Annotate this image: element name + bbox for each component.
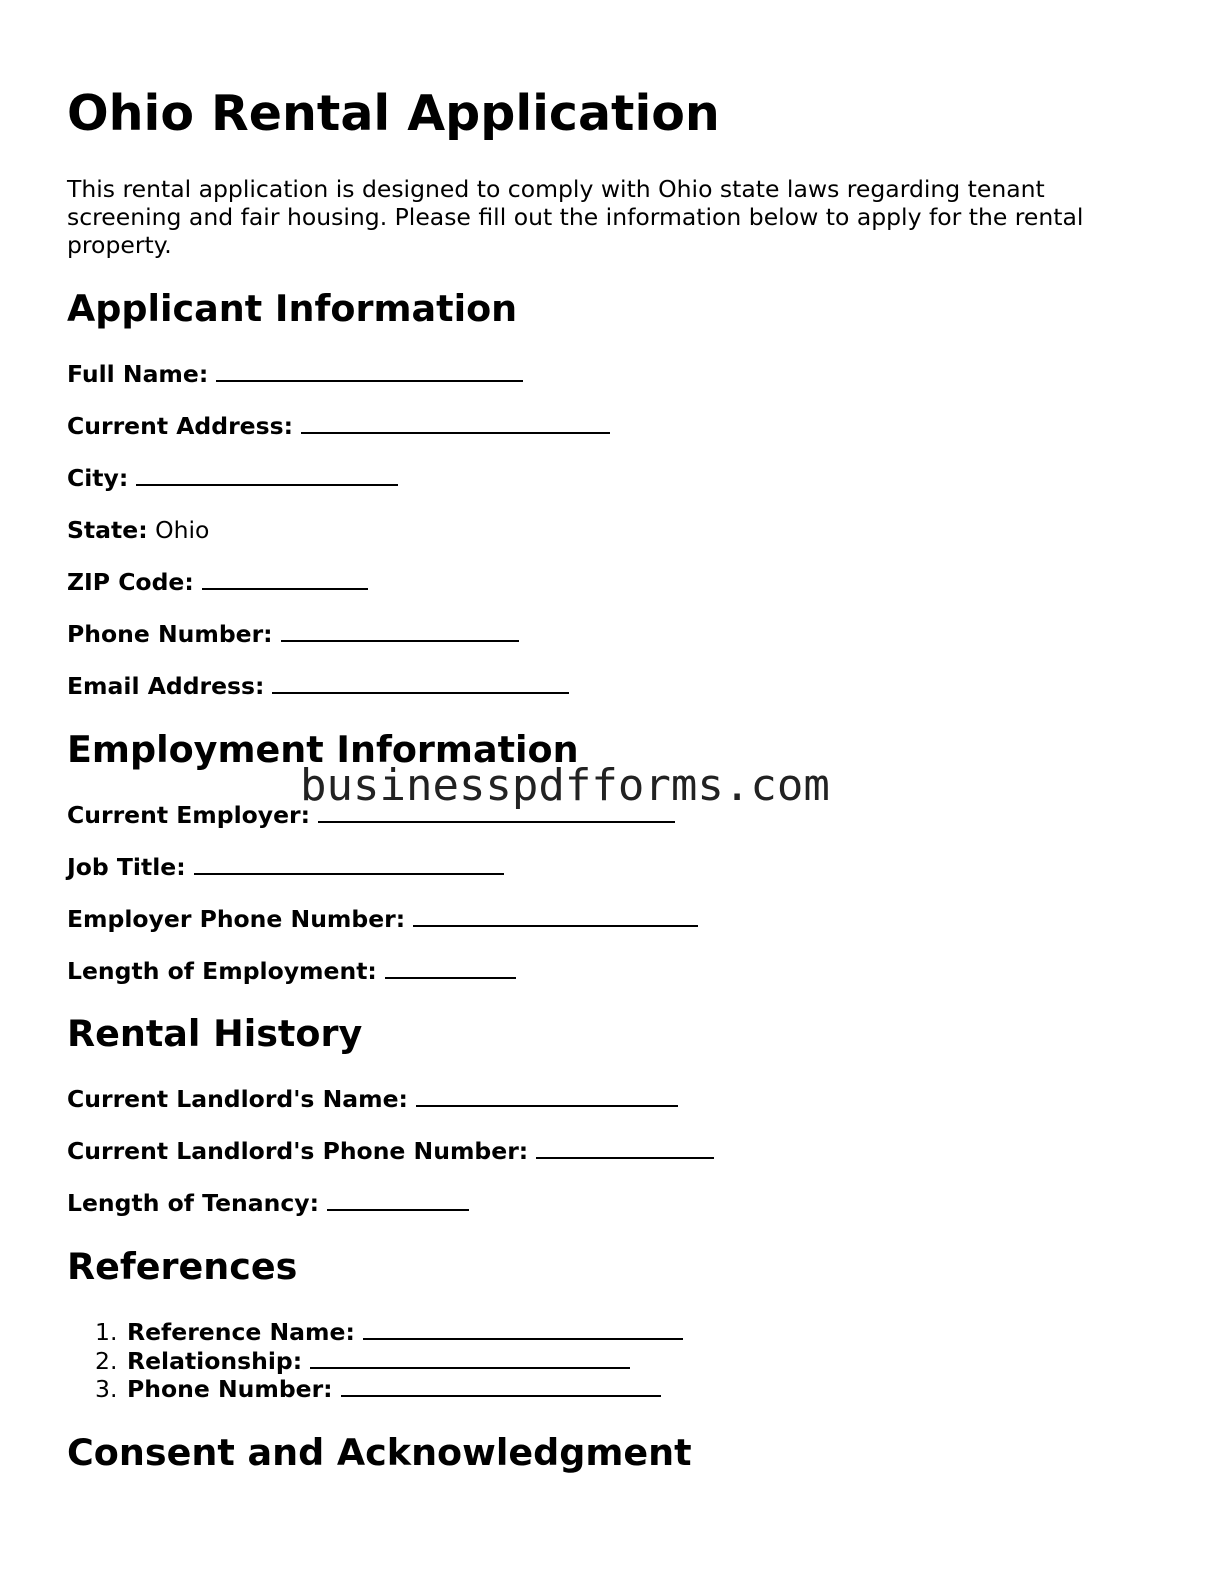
employer-phone-field[interactable] bbox=[67, 904, 698, 934]
current-address-blank[interactable] bbox=[301, 412, 610, 434]
city-blank[interactable] bbox=[136, 464, 398, 486]
reference-number: 1. bbox=[95, 1318, 118, 1346]
page-title: Ohio Rental Application bbox=[67, 85, 720, 142]
state-value: Ohio bbox=[155, 516, 210, 544]
full-name-field[interactable] bbox=[67, 359, 523, 389]
zip-code-label: ZIP Code: bbox=[67, 568, 194, 596]
length-of-employment-blank[interactable] bbox=[385, 957, 516, 979]
rental-history-heading: Rental History bbox=[67, 1012, 363, 1055]
city-label: City: bbox=[67, 464, 129, 492]
watermark-text: businesspdfforms.com bbox=[300, 760, 830, 811]
landlord-phone-field[interactable] bbox=[67, 1136, 714, 1166]
length-of-tenancy-label: Length of Tenancy: bbox=[67, 1189, 319, 1217]
full-name-blank[interactable] bbox=[216, 360, 523, 382]
applicant-heading: Applicant Information bbox=[67, 287, 518, 330]
length-of-employment-label: Length of Employment: bbox=[67, 957, 377, 985]
full-name-label: Full Name: bbox=[67, 360, 209, 388]
current-address-field[interactable] bbox=[67, 411, 610, 441]
length-of-tenancy-blank[interactable] bbox=[327, 1189, 469, 1211]
relationship-label: Relationship: bbox=[127, 1346, 303, 1375]
state-field bbox=[67, 515, 209, 545]
employment-heading: Employment Information bbox=[67, 728, 579, 771]
phone-number-blank[interactable] bbox=[281, 620, 519, 642]
relationship-blank[interactable] bbox=[310, 1347, 630, 1369]
phone-number-label: Phone Number: bbox=[67, 620, 273, 648]
length-of-tenancy-field[interactable] bbox=[67, 1188, 469, 1218]
email-address-field[interactable] bbox=[67, 671, 569, 701]
job-title-field[interactable] bbox=[67, 852, 504, 882]
reference-item[interactable] bbox=[95, 1318, 683, 1347]
intro-paragraph: This rental application is designed to comply with Ohio state laws regarding tenant screening and fair housing. Please fill out the information below to apply for the rental property. bbox=[67, 175, 1084, 259]
reference-number: 3. bbox=[95, 1375, 118, 1403]
zip-code-field[interactable] bbox=[67, 567, 368, 597]
reference-item[interactable] bbox=[95, 1347, 683, 1376]
references-list bbox=[95, 1318, 683, 1404]
city-field[interactable] bbox=[67, 463, 398, 493]
job-title-blank[interactable] bbox=[194, 853, 504, 875]
landlord-name-label: Current Landlord's Name: bbox=[67, 1085, 408, 1113]
landlord-phone-blank[interactable] bbox=[536, 1137, 714, 1159]
phone-number-field[interactable] bbox=[67, 619, 519, 649]
landlord-name-field[interactable] bbox=[67, 1084, 678, 1114]
landlord-phone-label: Current Landlord's Phone Number: bbox=[67, 1137, 529, 1165]
current-employer-label: Current Employer: bbox=[67, 801, 311, 829]
reference-phone-blank[interactable] bbox=[341, 1375, 661, 1397]
consent-heading: Consent and Acknowledgment bbox=[67, 1431, 692, 1474]
reference-number: 2. bbox=[95, 1346, 118, 1375]
reference-name-blank[interactable] bbox=[363, 1318, 683, 1340]
reference-phone-label: Phone Number: bbox=[127, 1375, 333, 1403]
employer-phone-blank[interactable] bbox=[413, 905, 698, 927]
email-address-label: Email Address: bbox=[67, 672, 265, 700]
length-of-employment-field[interactable] bbox=[67, 956, 516, 986]
email-address-blank[interactable] bbox=[272, 672, 569, 694]
landlord-name-blank[interactable] bbox=[416, 1085, 678, 1107]
state-label: State: bbox=[67, 516, 148, 544]
reference-name-label: Reference Name: bbox=[127, 1318, 355, 1346]
references-heading: References bbox=[67, 1245, 298, 1288]
current-address-label: Current Address: bbox=[67, 412, 293, 440]
zip-code-blank[interactable] bbox=[202, 568, 368, 590]
employer-phone-label: Employer Phone Number: bbox=[67, 905, 406, 933]
job-title-label: Job Title: bbox=[67, 853, 186, 881]
reference-item[interactable] bbox=[95, 1375, 683, 1404]
